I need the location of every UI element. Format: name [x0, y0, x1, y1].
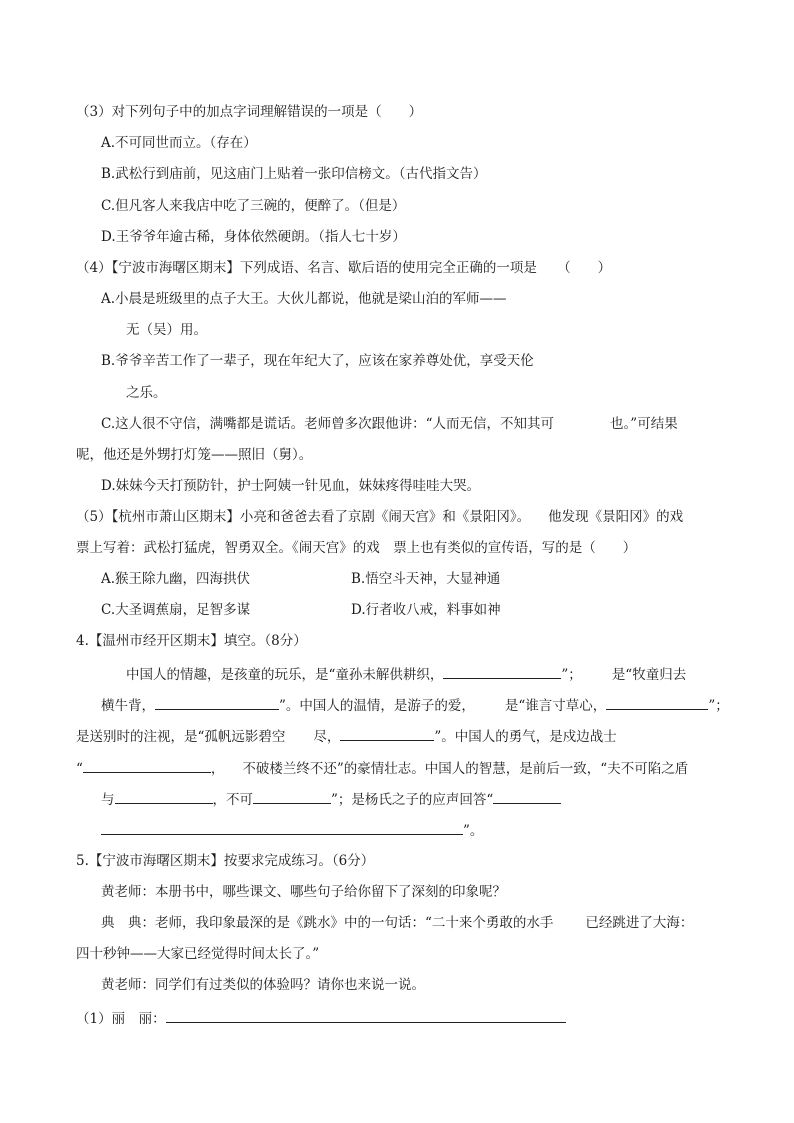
section4-line1: 中国人的情趣，是孩童的玩乐，是“童孙未解供耕织， ”； 是“牧童归去 [126, 664, 686, 684]
q5-stem-line1: （5）【杭州市萧山区期末】小亮和爸爸去看了京剧《闹天宫》和《景阳冈》。 他发现《景阳冈》的戏 [76, 509, 684, 525]
q3-option-a: A.不可同世而立。（存在） [101, 135, 257, 151]
q5-option-c: C.大圣调蕉扇，足智多谋 [101, 602, 251, 618]
blank-2[interactable] [155, 695, 279, 710]
blank-8-part2[interactable] [101, 820, 463, 835]
q4-option-a-line2: 无（吴）用。 [126, 322, 207, 338]
blank-8-part1[interactable] [493, 789, 561, 804]
section4-line4: “ ， 不破楼兰终不还”的豪情壮志。中国人的智慧，是前后一致，“夫不可陷之盾 [76, 758, 688, 778]
q4-option-b-line2: 之乐。 [126, 385, 167, 401]
q4-option-d: D.妹妹今天打预防针，护士阿姨一针见血，妹妹疼得哇哇大哭。 [101, 478, 481, 494]
section5-diandian-line1: 典 典：老师，我印象最深的是《跳水》中的一句话：“二十来个勇敢的水手 已经跳进了大海： [101, 915, 694, 931]
section5-title: 5.【宁波市海曙区期末】按要求完成练习。（6分） [76, 853, 375, 869]
q4-option-c-text-b: 也。”可结果 [610, 416, 678, 432]
section5-lili-answer: （1）丽 丽： [76, 1008, 566, 1028]
section5-teacher-line2: 黄老师：同学们有过类似的体验吗？请你也来说一说。 [101, 977, 425, 993]
section5-teacher-line1: 黄老师：本册书中，哪些课文、哪些句子给你留下了深刻的印象呢？ [101, 884, 506, 900]
q4-option-a-line1: A.小晨是班级里的点子大王。大伙儿都说，他就是梁山泊的军师—— [101, 291, 507, 307]
section4-line2: 横牛背， ”。中国人的温情，是游子的爱， 是“谁言寸草心， ”； [101, 695, 729, 715]
section4-line3: 是送别时的注视，是“孤帆远影碧空 尽， ”。中国人的勇气，是戍边战士 [76, 726, 617, 746]
blank-3[interactable] [606, 695, 708, 710]
q3-option-d: D.王爷爷年逾古稀，身体依然硬朗。（指人七十岁） [101, 229, 406, 245]
q3-option-b: B.武松行到庙前，见这庙门上贴着一张印信榜文。（古代指文告） [101, 166, 487, 182]
blank-4[interactable] [340, 726, 434, 741]
blank-6[interactable] [115, 789, 213, 804]
q3-stem: （3）对下列句子中的加点字词理解错误的一项是（ ） [76, 104, 423, 120]
section5-diandian-line2: 四十秒钟——大家已经觉得时间太长了。” [76, 946, 320, 962]
q5-option-a: A.猴王除九幽，四海拱伏 [101, 571, 251, 587]
section4-title: 4.【温州市经开区期末】填空。（8分） [76, 633, 307, 649]
q4-option-c-line1 [101, 415, 678, 433]
q5-stem-line2: 票上写着：武松打猛虎，智勇双全。《闹天宫》的戏 票上也有类似的宣传语，写的是（ ） [76, 540, 637, 556]
q4-stem: （4）【宁波市海曙区期末】下列成语、名言、歇后语的使用完全正确的一项是 （ ） [76, 260, 612, 276]
blank-1[interactable] [443, 664, 561, 679]
section4-line5: 与 ，不可 ”；是杨氏之子的应声回答“ [101, 789, 561, 809]
lili-answer-blank[interactable] [166, 1008, 566, 1023]
section4-line6: ”。 [101, 820, 483, 840]
blank-7[interactable] [253, 789, 331, 804]
q4-option-c-text-a: C.这人很不守信，满嘴都是谎话。老师曾多次跟他讲：“人而无信，不知其可 [101, 416, 555, 432]
blank-5[interactable] [83, 758, 211, 773]
q4-option-b-line1: B.爷爷辛苦工作了一辈子，现在年纪大了，应该在家养尊处优，享受天伦 [101, 353, 534, 369]
q5-option-d: D.行者收八戒，料事如神 [351, 602, 501, 618]
q5-option-b: B.悟空斗天神，大显神通 [351, 571, 501, 587]
q4-option-c-line2: 呢，他还是外甥打灯笼——照旧（舅）。 [76, 447, 313, 463]
q3-option-c: C.但凡客人来我店中吃了三碗的，便醉了。（但是） [101, 198, 406, 214]
